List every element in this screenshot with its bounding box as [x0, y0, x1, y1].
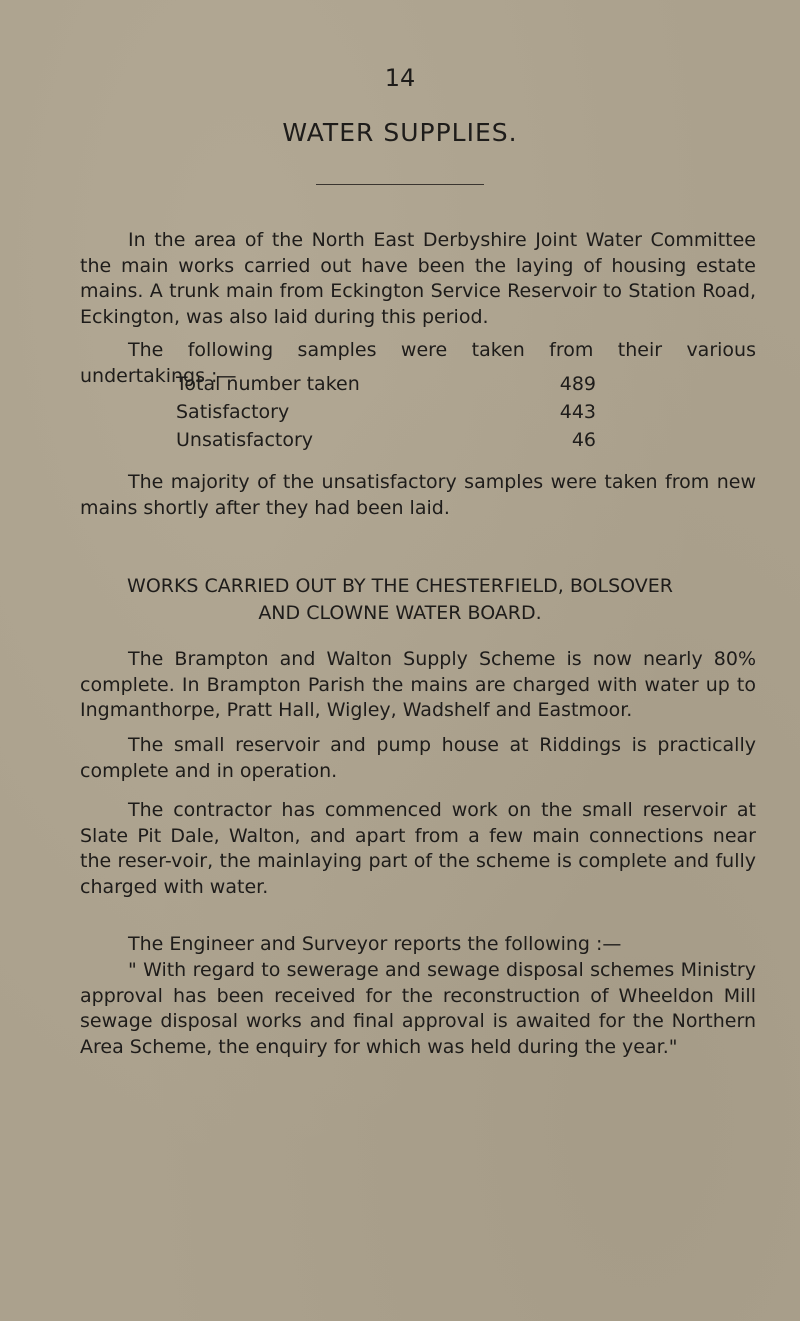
paragraph-sewerage-quote: " With regard to sewerage and sewage disposal schemes Ministry approval has been received for the reconstruction of Wheeldon Mill sewage disposal works and final approval is awaited for the Northern Area Scheme, the enquiry for which was held during the year." — [80, 959, 756, 1058]
paragraph-samples-intro: The following samples were taken from their various undertakings :— — [80, 339, 756, 387]
paragraph-unsatisfactory-note: The majority of the unsatisfactory samples were taken from new mains shortly after they had been laid. — [80, 471, 756, 519]
samples-row-satisfactory — [176, 398, 596, 426]
samples-table — [176, 370, 596, 454]
section-heading-line-1: WORKS CARRIED OUT BY THE CHESTERFIELD, BOLSOVER — [127, 575, 673, 597]
section-heading-line-2: AND CLOWNE WATER BOARD. — [258, 602, 542, 624]
samples-value: 46 — [571, 429, 596, 451]
paragraph-slate-pit-dale: The contractor has commenced work on the small reservoir at Slate Pit Dale, Walton, and apart from a few main connections near the reser-voir, the mainlaying part of the scheme is complete and fully charged with water. — [80, 799, 756, 898]
samples-label: Unsatisfactory — [176, 429, 314, 451]
samples-row-unsatisfactory — [176, 426, 596, 454]
page-title: WATER SUPPLIES. — [282, 118, 518, 147]
samples-label: Total number taken — [176, 373, 360, 395]
paragraph-riddings-reservoir: The small reservoir and pump house at Riddings is practically complete and in operation. — [80, 734, 756, 782]
paragraph-brampton-scheme: The Brampton and Walton Supply Scheme is now nearly 80% complete. In Brampton Parish the mains are charged with water up to Ingmanthorpe, Pratt Hall, Wigley, Wadshelf and Eastmoor. — [80, 648, 756, 721]
page-number: 14 — [384, 64, 416, 92]
samples-value: 443 — [559, 401, 596, 423]
samples-value: 489 — [559, 373, 596, 395]
paragraph-mains-works: In the area of the North East Derbyshire Joint Water Committee the main works carried out have been the laying of housing estate mains. A trunk main from Eckington Service Reservoir to Station Road, Eckington, was also laid during this period. — [80, 229, 756, 328]
title-divider — [316, 184, 484, 185]
samples-row-total — [176, 370, 596, 398]
section-heading — [0, 573, 800, 627]
paragraph-engineer-report-intro: The Engineer and Surveyor reports the following :— — [128, 933, 622, 955]
samples-label: Satisfactory — [176, 401, 290, 423]
